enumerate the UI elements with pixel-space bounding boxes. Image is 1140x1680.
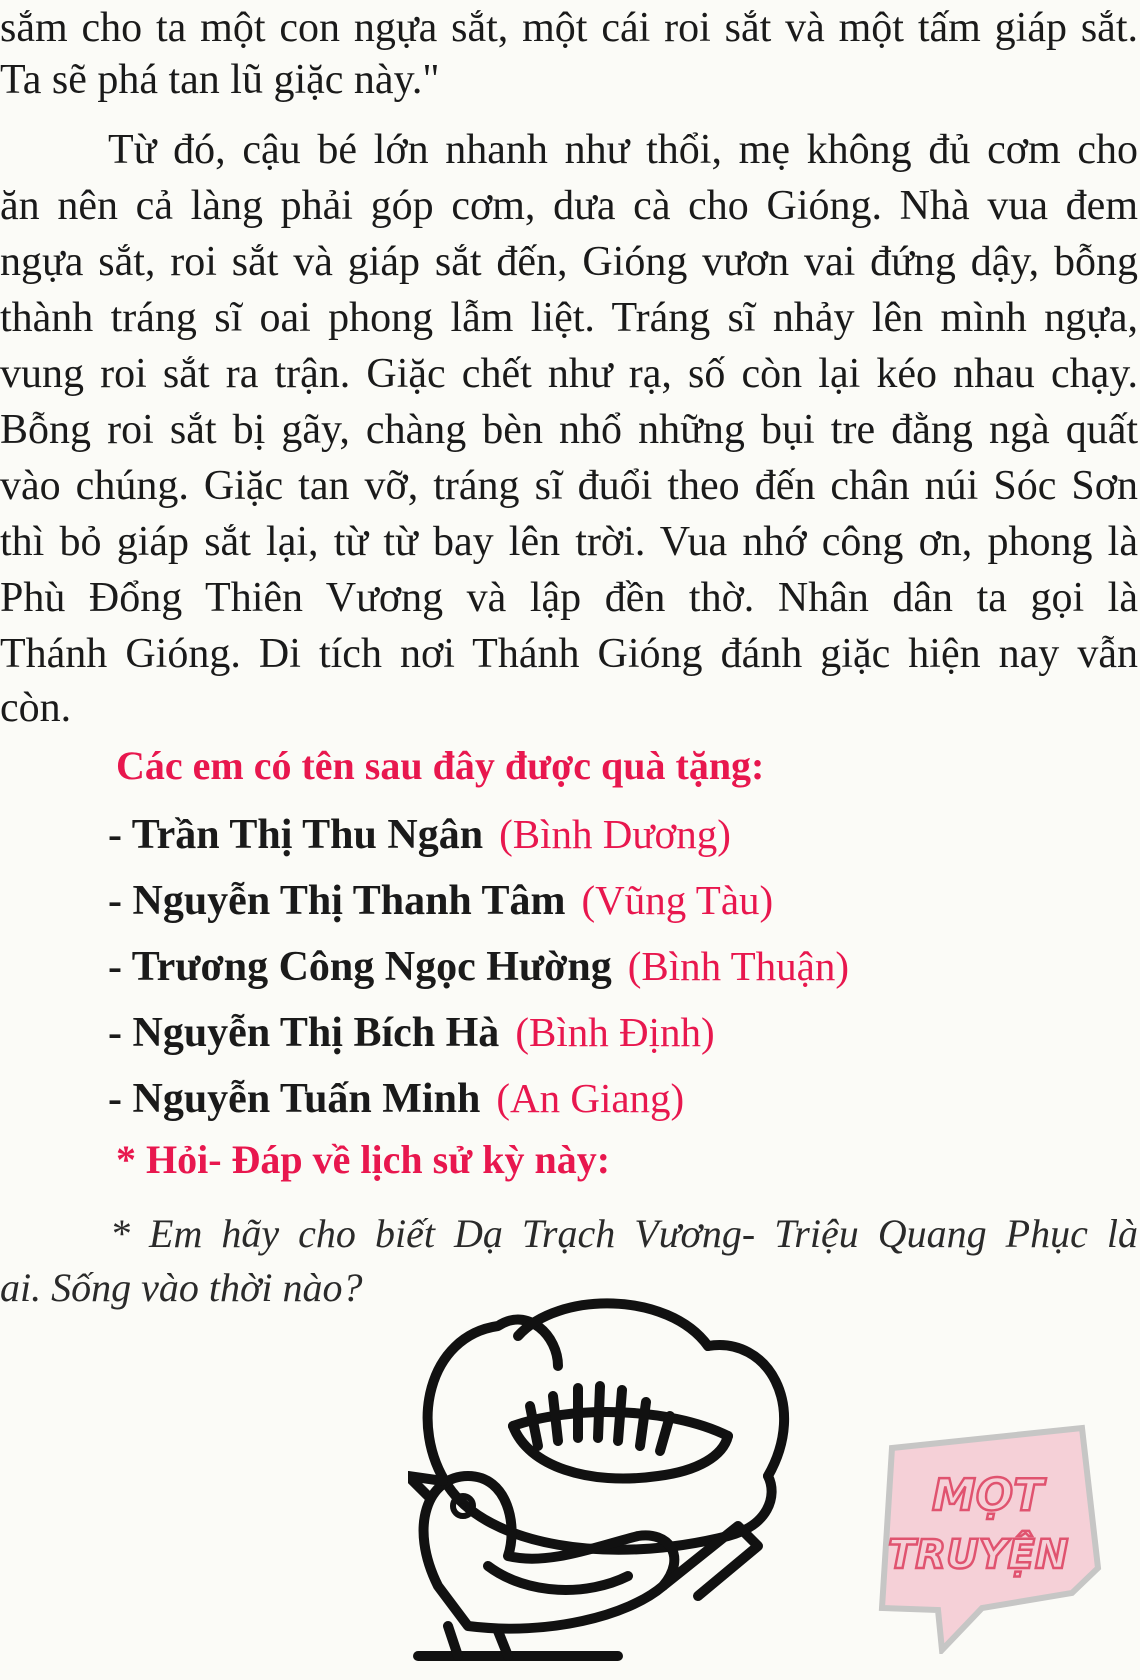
story-line: ngựa sắt, roi sắt và giáp sắt đến, Gióng vươn vai đứng dậy, bỗng <box>0 239 1138 285</box>
winner-item <box>108 942 849 991</box>
winner-name: - Nguyễn Thị Bích Hà <box>108 1010 500 1056</box>
winner-item <box>108 810 731 859</box>
winner-place: (Bình Định) <box>515 1009 715 1055</box>
story-line: Từ đó, cậu bé lớn nhanh như thổi, mẹ không đủ cơm cho <box>108 127 1138 173</box>
story-line: Ta sẽ phá tan lũ giặc này." <box>0 57 440 103</box>
winner-item <box>108 1074 684 1123</box>
watermark-text-bottom: TRUYỆN <box>888 1532 1069 1578</box>
story-line: Bỗng roi sắt bị gãy, chàng bèn nhổ những bụi tre đằng ngà quất <box>0 407 1138 453</box>
story-line: thành tráng sĩ oai phong lẫm liệt. Tráng sĩ nhảy lên mình ngựa, <box>0 295 1138 341</box>
prize-heading: Các em có tên sau đây được quà tặng: <box>116 743 765 788</box>
winner-place: (Vũng Tàu) <box>581 877 774 923</box>
watermark-text-top: MỌT <box>932 1470 1044 1521</box>
winner-item <box>108 876 773 925</box>
winner-item <box>108 1008 715 1057</box>
story-line: còn. <box>0 685 72 731</box>
story-line: Thánh Gióng. Di tích nơi Thánh Gióng đánh giặc hiện nay vẫn <box>0 631 1138 677</box>
winner-name: - Nguyễn Thị Thanh Tâm <box>108 878 566 924</box>
bird-wing <box>488 1566 628 1590</box>
quiz-question-line: ai. Sống vào thời nào? <box>0 1265 363 1310</box>
story-line: ăn nên cả làng phải góp cơm, dưa cà cho Gióng. Nhà vua đem <box>0 183 1138 229</box>
story-line: Phù Đổng Thiên Vương và lập đền thờ. Nhân dân ta gọi là <box>0 575 1138 621</box>
winner-place: (An Giang) <box>496 1075 685 1121</box>
winner-name: - Nguyễn Tuấn Minh <box>108 1076 481 1122</box>
story-line: vào chúng. Giặc tan vỡ, tráng sĩ đuổi theo đến chân núi Sóc Sơn <box>0 463 1138 509</box>
story-line: vung roi sắt ra trận. Giặc chết như rạ, số còn lại kéo nhau chạy. <box>0 351 1138 397</box>
winner-name: - Trần Thị Thu Ngân <box>108 812 484 858</box>
quiz-heading: * Hỏi- Đáp về lịch sử kỳ này: <box>116 1137 611 1182</box>
winner-place: (Bình Dương) <box>499 811 731 857</box>
flower-bird-illustration <box>408 1296 818 1680</box>
winner-name: - Trương Công Ngọc Hường <box>108 944 612 990</box>
story-line: sắm cho ta một con ngựa sắt, một cái roi sắt và một tấm giáp sắt. <box>0 5 1138 51</box>
quiz-question-line: * Em hãy cho biết Dạ Trạch Vương- Triệu Quang Phục là <box>110 1211 1138 1256</box>
watermark-logo <box>872 1418 1106 1654</box>
winner-place: (Bình Thuận) <box>627 943 850 989</box>
story-line: thì bỏ giáp sắt lại, từ từ bay lên trời. Vua nhớ công ơn, phong là <box>0 519 1138 565</box>
